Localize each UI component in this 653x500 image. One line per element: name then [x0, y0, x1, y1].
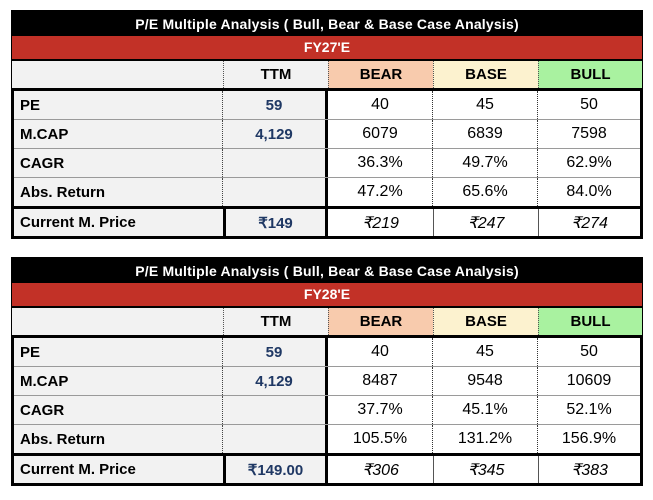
table-title: P/E Multiple Analysis ( Bull, Bear & Base Case Analysis): [11, 10, 643, 36]
row-cagr: [14, 148, 640, 177]
column-header-bull: BULL: [538, 308, 642, 335]
base-value: ₹345: [433, 456, 538, 483]
base-value: 45: [433, 338, 538, 366]
corner-cell: [12, 308, 223, 335]
row-label: CAGR: [14, 149, 223, 177]
bull-value: 52.1%: [566, 401, 612, 418]
column-header-base: BASE: [433, 308, 538, 335]
ttm-value: 59: [223, 338, 328, 366]
period-banner: FY27'E: [11, 36, 643, 61]
column-header-row: [11, 308, 643, 335]
period-banner: FY28'E: [11, 283, 643, 308]
ttm-value: [223, 149, 328, 177]
pe-analysis-table-fy27: [11, 10, 643, 239]
row-mcap: [14, 366, 640, 395]
bear-value: 40: [328, 91, 433, 119]
bear-value: 47.2%: [328, 178, 433, 206]
row-abs-return: [14, 424, 640, 453]
bear-value: 40: [328, 338, 433, 366]
column-header-bear: BEAR: [328, 308, 433, 335]
bear-value: 105.5%: [328, 425, 433, 453]
data-block: [11, 335, 643, 456]
row-cagr: [14, 395, 640, 424]
bear-value: ₹306: [362, 461, 399, 479]
row-pe: [14, 338, 640, 366]
base-value: 45.1%: [433, 396, 538, 424]
row-label: PE: [14, 338, 223, 366]
row-label: CAGR: [14, 396, 223, 424]
bear-value: 8487: [328, 367, 433, 395]
base-value: 49.7%: [433, 149, 538, 177]
price-block: [11, 209, 643, 239]
base-value: 131.2%: [433, 425, 538, 453]
column-header-ttm: TTM: [223, 308, 328, 335]
column-header-bear: BEAR: [328, 61, 433, 88]
row-current-price: [14, 456, 640, 483]
bull-value: ₹274: [538, 209, 640, 236]
bear-value: 36.3%: [328, 149, 433, 177]
data-block: [11, 88, 643, 209]
row-label: M.CAP: [14, 120, 223, 148]
row-label: M.CAP: [14, 367, 223, 395]
bear-value: 37.7%: [328, 396, 433, 424]
bull-value: 84.0%: [566, 183, 612, 200]
bear-value: ₹219: [362, 214, 399, 232]
row-label: Abs. Return: [14, 178, 223, 206]
ttm-value: [223, 396, 328, 424]
ttm-value: ₹149.00: [223, 456, 328, 483]
bull-value: 156.9%: [561, 430, 617, 447]
bull-value: 10609: [566, 372, 612, 389]
corner-cell: [12, 61, 223, 88]
price-block: [11, 456, 643, 486]
bull-value: 7598: [571, 125, 607, 142]
row-abs-return: [14, 177, 640, 206]
row-current-price: [14, 209, 640, 236]
row-label: Abs. Return: [14, 425, 223, 453]
bull-value: 62.9%: [566, 154, 612, 171]
base-value: 65.6%: [433, 178, 538, 206]
row-mcap: [14, 119, 640, 148]
ttm-value: [223, 178, 328, 206]
bull-value: 50: [580, 343, 598, 360]
column-header-ttm: TTM: [223, 61, 328, 88]
base-value: 6839: [433, 120, 538, 148]
base-value: 45: [433, 91, 538, 119]
column-header-row: [11, 61, 643, 88]
ttm-value: [223, 425, 328, 453]
ttm-value: 4,129: [223, 367, 328, 395]
ttm-value: ₹149: [223, 209, 328, 236]
row-label: Current M. Price: [14, 209, 223, 236]
row-pe: [14, 91, 640, 119]
base-value: ₹247: [433, 209, 538, 236]
bull-value: ₹383: [538, 456, 640, 483]
ttm-value: 4,129: [223, 120, 328, 148]
bear-value: 6079: [328, 120, 433, 148]
table-title: P/E Multiple Analysis ( Bull, Bear & Base Case Analysis): [11, 257, 643, 283]
row-label: PE: [14, 91, 223, 119]
column-header-base: BASE: [433, 61, 538, 88]
column-header-bull: BULL: [538, 61, 642, 88]
pe-analysis-table-fy28: [11, 257, 643, 486]
ttm-value: 59: [223, 91, 328, 119]
bull-value: 50: [580, 96, 598, 113]
base-value: 9548: [433, 367, 538, 395]
row-label: Current M. Price: [14, 456, 223, 483]
